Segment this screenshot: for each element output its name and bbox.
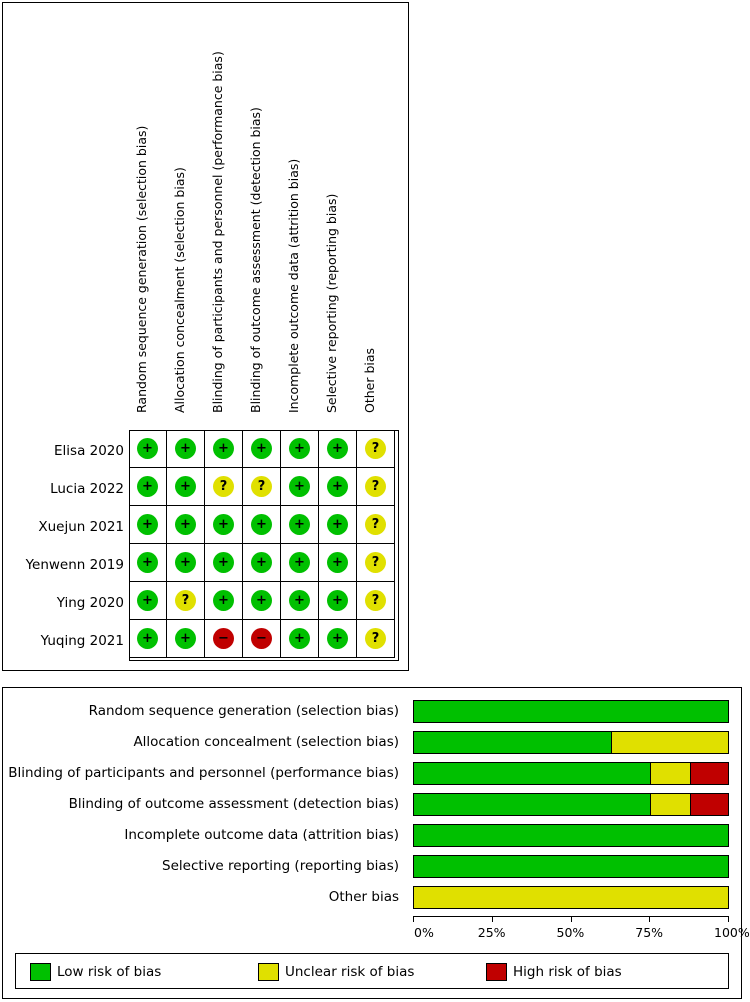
rating-cell <box>167 544 205 582</box>
percent-axis <box>413 916 750 946</box>
high-risk-dot: − <box>213 628 234 649</box>
axis-tick <box>492 916 493 922</box>
study-label: Yuqing 2021 <box>40 633 124 649</box>
rating-cell <box>281 430 319 468</box>
rating-cell <box>281 468 319 506</box>
axis-tick <box>728 916 729 922</box>
rating-cell <box>129 544 167 582</box>
rating-cell <box>243 506 281 544</box>
high-risk-dot: − <box>251 628 272 649</box>
rating-cell <box>129 582 167 620</box>
study-label: Ying 2020 <box>56 595 124 611</box>
low-risk-dot: + <box>175 628 196 649</box>
bar-category-label: Incomplete outcome data (attrition bias) <box>124 827 399 843</box>
rating-cell <box>205 468 243 506</box>
low-risk-dot: + <box>289 514 310 535</box>
rating-cell <box>281 544 319 582</box>
low-risk-dot: + <box>327 590 348 611</box>
rating-cell <box>357 430 395 468</box>
stacked-bar <box>413 731 729 754</box>
rating-cell <box>243 544 281 582</box>
rating-cell <box>281 582 319 620</box>
low-risk-dot: + <box>137 476 158 497</box>
domain-header-label: Selective reporting (reporting bias) <box>324 193 339 413</box>
domain-header <box>319 3 359 423</box>
rating-cell <box>205 620 243 658</box>
bar-border <box>413 886 729 909</box>
low-risk-dot: + <box>251 438 272 459</box>
domain-header <box>129 3 169 423</box>
risk-of-bias-summary <box>2 2 409 671</box>
domain-header <box>205 3 245 423</box>
rating-cell <box>243 468 281 506</box>
bar-category-label: Blinding of participants and personnel (performance bias) <box>8 765 399 781</box>
rating-cell <box>167 468 205 506</box>
bar-category-label: Other bias <box>328 889 399 905</box>
low-risk-dot: + <box>327 476 348 497</box>
low-risk-dot: + <box>327 438 348 459</box>
rating-cell <box>357 468 395 506</box>
unclear-risk-dot: ? <box>213 476 234 497</box>
risk-of-bias-graph <box>2 687 750 999</box>
rating-cell <box>129 430 167 468</box>
low-risk-dot: + <box>327 628 348 649</box>
domain-header-label: Random sequence generation (selection bias) <box>134 125 149 413</box>
rating-cell <box>129 620 167 658</box>
stacked-bar <box>413 700 729 723</box>
stacked-bar <box>413 855 729 878</box>
rating-cell <box>319 506 357 544</box>
low-risk-dot: + <box>289 590 310 611</box>
axis-tick-label: 25% <box>477 925 506 940</box>
rating-cell <box>129 506 167 544</box>
unclear-risk-dot: ? <box>365 552 386 573</box>
low-risk-swatch <box>30 963 51 981</box>
low-risk-dot: + <box>137 438 158 459</box>
rating-cell <box>319 544 357 582</box>
legend-label: Unclear risk of bias <box>285 964 415 980</box>
low-risk-dot: + <box>175 476 196 497</box>
bar-border <box>413 793 729 816</box>
rating-cell <box>205 544 243 582</box>
high-risk-swatch <box>486 963 507 981</box>
rating-cell <box>281 620 319 658</box>
domain-header-label: Blinding of outcome assessment (detection bias) <box>248 107 263 413</box>
low-risk-dot: + <box>327 514 348 535</box>
study-label: Lucia 2022 <box>50 481 124 497</box>
low-risk-dot: + <box>213 552 234 573</box>
rating-cell <box>319 582 357 620</box>
axis-tick <box>571 916 572 922</box>
bar-border <box>413 700 729 723</box>
unclear-risk-dot: ? <box>365 476 386 497</box>
axis-tick-label: 75% <box>635 925 664 940</box>
low-risk-dot: + <box>213 438 234 459</box>
unclear-risk-dot: ? <box>365 590 386 611</box>
rating-cell <box>205 506 243 544</box>
rating-cell <box>129 468 167 506</box>
low-risk-dot: + <box>289 476 310 497</box>
rating-cell <box>243 582 281 620</box>
axis-tick <box>649 916 650 922</box>
domain-header <box>167 3 207 423</box>
rating-cell <box>205 582 243 620</box>
rating-cell <box>357 506 395 544</box>
rating-cell <box>281 506 319 544</box>
low-risk-dot: + <box>137 590 158 611</box>
bar-border <box>413 824 729 847</box>
bar-category-label: Random sequence generation (selection bias) <box>88 703 399 719</box>
axis-tick-label: 0% <box>414 925 434 940</box>
rating-cell <box>357 582 395 620</box>
rating-cell <box>319 430 357 468</box>
unclear-risk-dot: ? <box>365 438 386 459</box>
rating-cell <box>357 544 395 582</box>
domain-header <box>243 3 283 423</box>
axis-tick-label: 100% <box>714 925 750 940</box>
low-risk-dot: + <box>137 514 158 535</box>
rating-cell <box>319 620 357 658</box>
bar-category-label: Blinding of outcome assessment (detection bias) <box>68 796 399 812</box>
domain-header-label: Allocation concealment (selection bias) <box>172 167 187 413</box>
rating-cell <box>357 620 395 658</box>
rating-cell <box>167 430 205 468</box>
low-risk-dot: + <box>251 514 272 535</box>
bar-border <box>413 731 729 754</box>
rating-cell <box>167 582 205 620</box>
legend <box>15 953 729 989</box>
bar-border <box>413 855 729 878</box>
low-risk-dot: + <box>289 628 310 649</box>
low-risk-dot: + <box>289 552 310 573</box>
low-risk-dot: + <box>213 514 234 535</box>
unclear-risk-swatch <box>258 963 279 981</box>
low-risk-dot: + <box>175 552 196 573</box>
study-label: Yenwenn 2019 <box>25 557 124 573</box>
unclear-risk-dot: ? <box>365 628 386 649</box>
rating-cell <box>319 468 357 506</box>
low-risk-dot: + <box>137 628 158 649</box>
low-risk-dot: + <box>175 514 196 535</box>
domain-header-label: Incomplete outcome data (attrition bias) <box>286 158 301 413</box>
stacked-bar <box>413 793 729 816</box>
low-risk-dot: + <box>251 590 272 611</box>
risk-of-bias-grid <box>129 430 399 661</box>
unclear-risk-dot: ? <box>365 514 386 535</box>
axis-tick-label: 50% <box>556 925 585 940</box>
low-risk-dot: + <box>213 590 234 611</box>
domain-header <box>281 3 321 423</box>
axis-tick <box>413 916 414 922</box>
domain-header-label: Other bias <box>362 347 377 413</box>
low-risk-dot: + <box>137 552 158 573</box>
unclear-risk-dot: ? <box>175 590 196 611</box>
rating-cell <box>243 430 281 468</box>
stacked-bar <box>413 886 729 909</box>
bar-border <box>413 762 729 785</box>
low-risk-dot: + <box>327 552 348 573</box>
low-risk-dot: + <box>289 438 310 459</box>
domain-header <box>357 3 397 423</box>
unclear-risk-dot: ? <box>251 476 272 497</box>
low-risk-dot: + <box>175 438 196 459</box>
legend-label: Low risk of bias <box>57 964 162 980</box>
rating-cell <box>167 620 205 658</box>
study-label: Elisa 2020 <box>54 443 124 459</box>
domain-header-label: Blinding of participants and personnel (performance bias) <box>210 51 225 413</box>
stacked-bar <box>413 824 729 847</box>
rating-cell <box>167 506 205 544</box>
study-label: Xuejun 2021 <box>38 519 124 535</box>
stacked-bars <box>413 700 729 918</box>
rating-cell <box>205 430 243 468</box>
rating-cell <box>243 620 281 658</box>
bar-category-label: Allocation concealment (selection bias) <box>133 734 399 750</box>
low-risk-dot: + <box>251 552 272 573</box>
stacked-bar <box>413 762 729 785</box>
legend-label: High risk of bias <box>513 964 622 980</box>
bar-category-label: Selective reporting (reporting bias) <box>162 858 399 874</box>
